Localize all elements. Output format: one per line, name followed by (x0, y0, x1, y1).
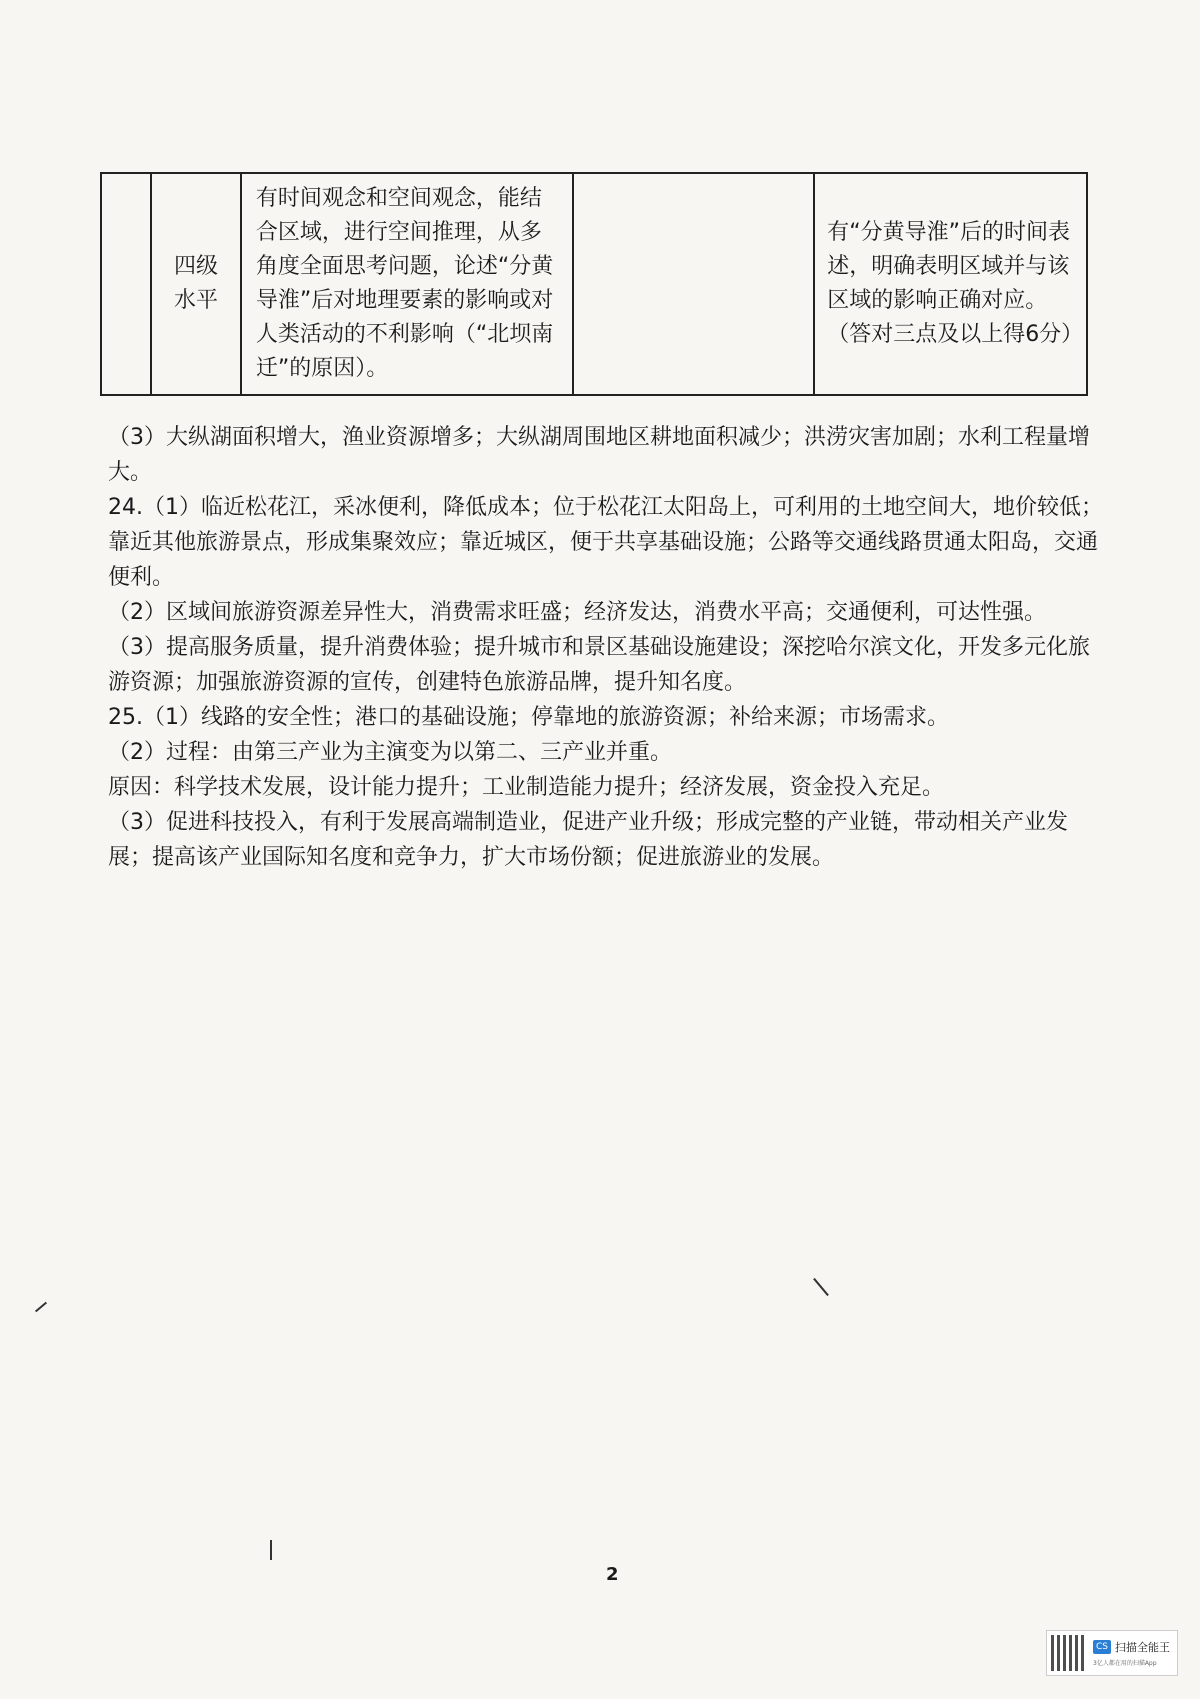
answer-paragraph: （2）区域间旅游资源差异性大，消费需求旺盛；经济发达，消费水平高；交通便利，可达性强。 (108, 600, 1047, 625)
page-number: 2 (606, 1564, 619, 1585)
answer-paragraph: （3）大纵湖面积增大，渔业资源增多；大纵湖周围地区耕地面积减少；洪涝灾害加剧；水利工程量增大。 (108, 425, 1091, 485)
table-cell-description (241, 173, 573, 395)
table-cell-scoring (814, 173, 1087, 395)
scanner-badge (1046, 1630, 1178, 1676)
app-tagline: 3亿人都在用的扫描App (1093, 1660, 1157, 1667)
level-label: 四级 水平 (174, 254, 219, 313)
table-row (101, 173, 1087, 395)
badge-text (1093, 1639, 1170, 1667)
table-cell-blank (101, 173, 151, 395)
scan-mark (813, 1278, 829, 1296)
scoring-criteria: 有“分黄导淮”后的时间表述，明确表明区域并与该区域的影响正确对应。（答对三点及以上得6分） (827, 220, 1084, 347)
answer-list (108, 420, 1108, 875)
level-description: 有时间观念和空间观念，能结合区域，进行空间推理，从多角度全面思考问题，论述“分黄导淮”后对地理要素的影响或对人类活动的不利影响（“北坝南迁”的原因）。 (255, 186, 554, 381)
answer-paragraph: 24.（1）临近松花江，采冰便利，降低成本；位于松花江太阳岛上，可利用的土地空间大，地价较低；靠近其他旅游景点，形成集聚效应；靠近城区，便于共享基础设施；公路等交通线路贯通太阳岛，交通便利。 (108, 495, 1103, 590)
qr-code-icon (1051, 1635, 1087, 1671)
answer-paragraph: （3）提高服务质量，提升消费体验；提升城市和景区基础设施建设；深挖哈尔滨文化，开发多元化旅游资源；加强旅游资源的宣传，创建特色旅游品牌，提升知名度。 (108, 635, 1091, 695)
answer-paragraph: 25.（1）线路的安全性；港口的基础设施；停靠地的旅游资源；补给来源；市场需求。 (108, 705, 949, 730)
cs-logo-icon: CS (1093, 1640, 1111, 1654)
scan-mark (270, 1540, 272, 1560)
table-cell-level (151, 173, 241, 395)
app-name: 扫描全能王 (1115, 1641, 1170, 1654)
answer-paragraph: （3）促进科技投入，有利于发展高端制造业，促进产业升级；形成完整的产业链，带动相关产业发展；提高该产业国际知名度和竞争力，扩大市场份额；促进旅游业的发展。 (108, 810, 1069, 870)
answer-paragraph: 原因：科学技术发展，设计能力提升；工业制造能力提升；经济发展，资金投入充足。 (108, 775, 945, 800)
answer-paragraph: （2）过程：由第三产业为主演变为以第二、三产业并重。 (108, 740, 672, 765)
rubric-table (100, 172, 1088, 396)
scan-mark (35, 1302, 47, 1313)
table-cell-empty (573, 173, 814, 395)
